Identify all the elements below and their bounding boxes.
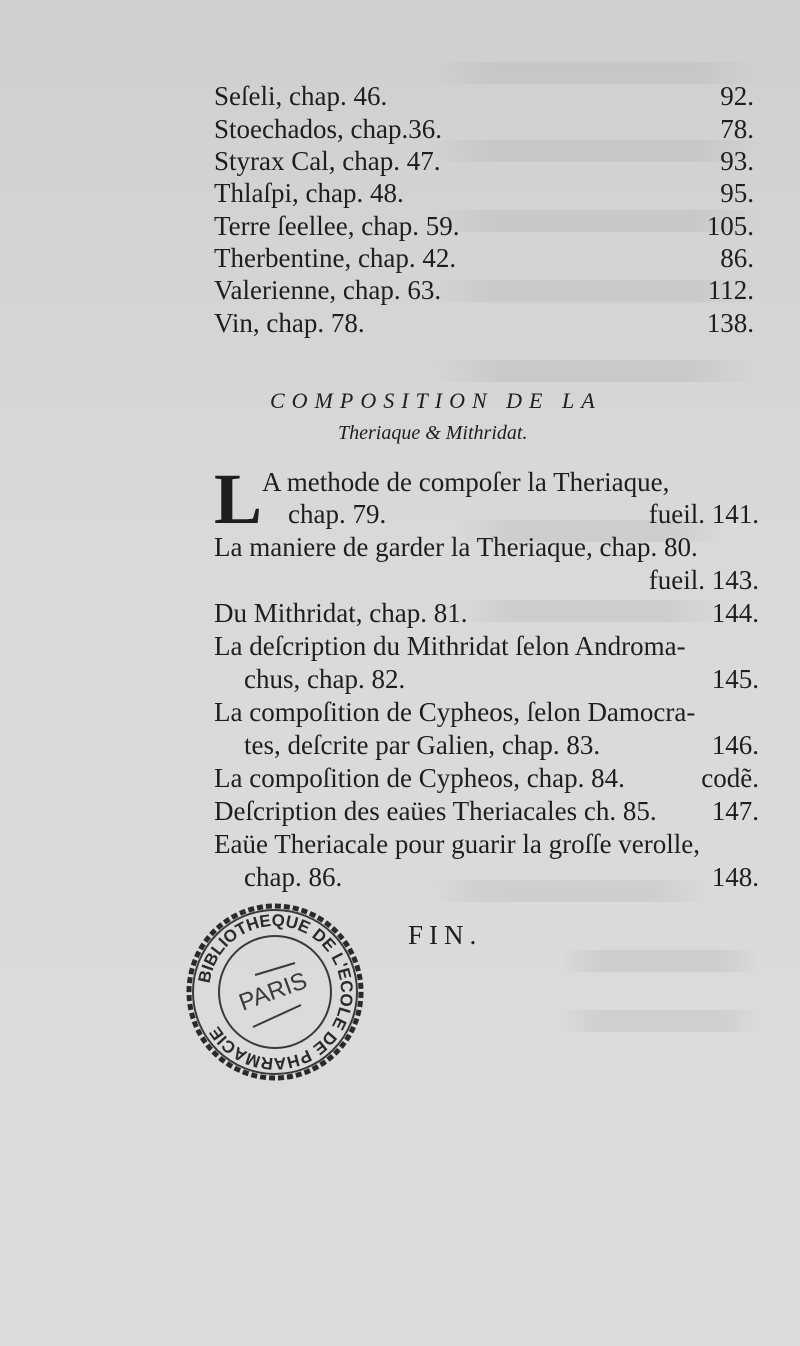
index-entry — [214, 145, 754, 177]
drop-cap: L — [214, 459, 263, 539]
fin-colophon: FIN. — [408, 920, 483, 950]
index-entry — [214, 113, 754, 145]
line-text: La deſcription du Mithridat ſelon Androma- — [214, 631, 686, 661]
text-line — [214, 531, 759, 564]
page-number: 147. — [711, 796, 759, 826]
text-line — [288, 498, 759, 531]
text-line — [214, 795, 759, 828]
index-entry — [214, 80, 754, 112]
stamp-center-text: PARIS — [235, 967, 311, 1017]
entry-label: Valerienne, chap. 63. — [214, 275, 442, 305]
index-entry — [214, 274, 754, 306]
entry-page-number: 93. — [720, 146, 754, 176]
index-entry — [214, 177, 754, 209]
section-heading: COMPOSITION DE LA — [270, 388, 602, 413]
page-number: codẽ. — [701, 763, 759, 793]
text-line — [214, 828, 759, 861]
entry-label: Therbentine, chap. 42. — [214, 243, 457, 273]
entry-page-number: 86. — [720, 243, 754, 273]
line-text: La compoſition de Cypheos, ſelon Damocra- — [214, 697, 696, 727]
entry-label: Thlaſpi, chap. 48. — [214, 178, 404, 208]
text-line — [214, 762, 759, 795]
entry-label: Stoechados, chap.36. — [214, 114, 442, 144]
entry-page-number: 105. — [706, 211, 754, 241]
entry-label: Vin, chap. 78. — [214, 308, 365, 338]
entry-label: Styrax Cal, chap. 47. — [214, 146, 441, 176]
folio-reference: fueil. 141. — [648, 499, 759, 529]
text-line — [214, 663, 759, 696]
page-number: 145. — [711, 664, 759, 694]
index-entry — [214, 210, 754, 242]
page-number: 146. — [711, 730, 759, 760]
line-text: chap. 79. — [288, 499, 387, 529]
line-text: Eaüe Theriacale pour guarir la groſſe verolle, — [214, 829, 701, 859]
page-number: 144. — [711, 598, 759, 628]
line-text: Deſcription des eaües Theriacales ch. 85. — [214, 796, 657, 826]
stamp-ring-text: BIBLIOTHEQUE DE L'ECOLE DE PHARMACIE — [194, 910, 357, 1074]
line-text: tes, deſcrite par Galien, chap. 83. — [244, 730, 601, 760]
library-stamp — [183, 897, 367, 1087]
line-text: A methode de compoſer la Theriaque, — [262, 467, 670, 497]
entry-label: Seſeli, chap. 46. — [214, 81, 388, 111]
line-text: La compoſition de Cypheos, chap. 84. — [214, 763, 625, 793]
line-text: Du Mithridat, chap. 81. — [214, 598, 468, 628]
line-text: La maniere de garder la Theriaque, chap. 80. — [214, 532, 698, 562]
text-line — [214, 597, 759, 630]
text-line — [214, 729, 759, 762]
entry-page-number: 92. — [720, 81, 754, 111]
line-text: chus, chap. 82. — [244, 664, 406, 694]
index-entry — [214, 242, 754, 274]
entry-page-number: 78. — [720, 114, 754, 144]
page-number: 148. — [711, 862, 759, 892]
text-line — [262, 466, 759, 499]
line-text: chap. 86. — [244, 862, 343, 892]
section-subheading: Theriaque & Mithridat. — [338, 422, 528, 444]
folio-reference: fueil. 143. — [648, 565, 759, 595]
text-line — [214, 861, 759, 894]
entry-page-number: 112. — [707, 275, 754, 305]
index-entry — [214, 307, 754, 339]
entry-page-number: 95. — [720, 178, 754, 208]
text-line — [214, 696, 759, 729]
entry-page-number: 138. — [706, 308, 754, 338]
text-line — [214, 630, 759, 663]
entry-label: Terre ſeellee, chap. 59. — [214, 211, 460, 241]
